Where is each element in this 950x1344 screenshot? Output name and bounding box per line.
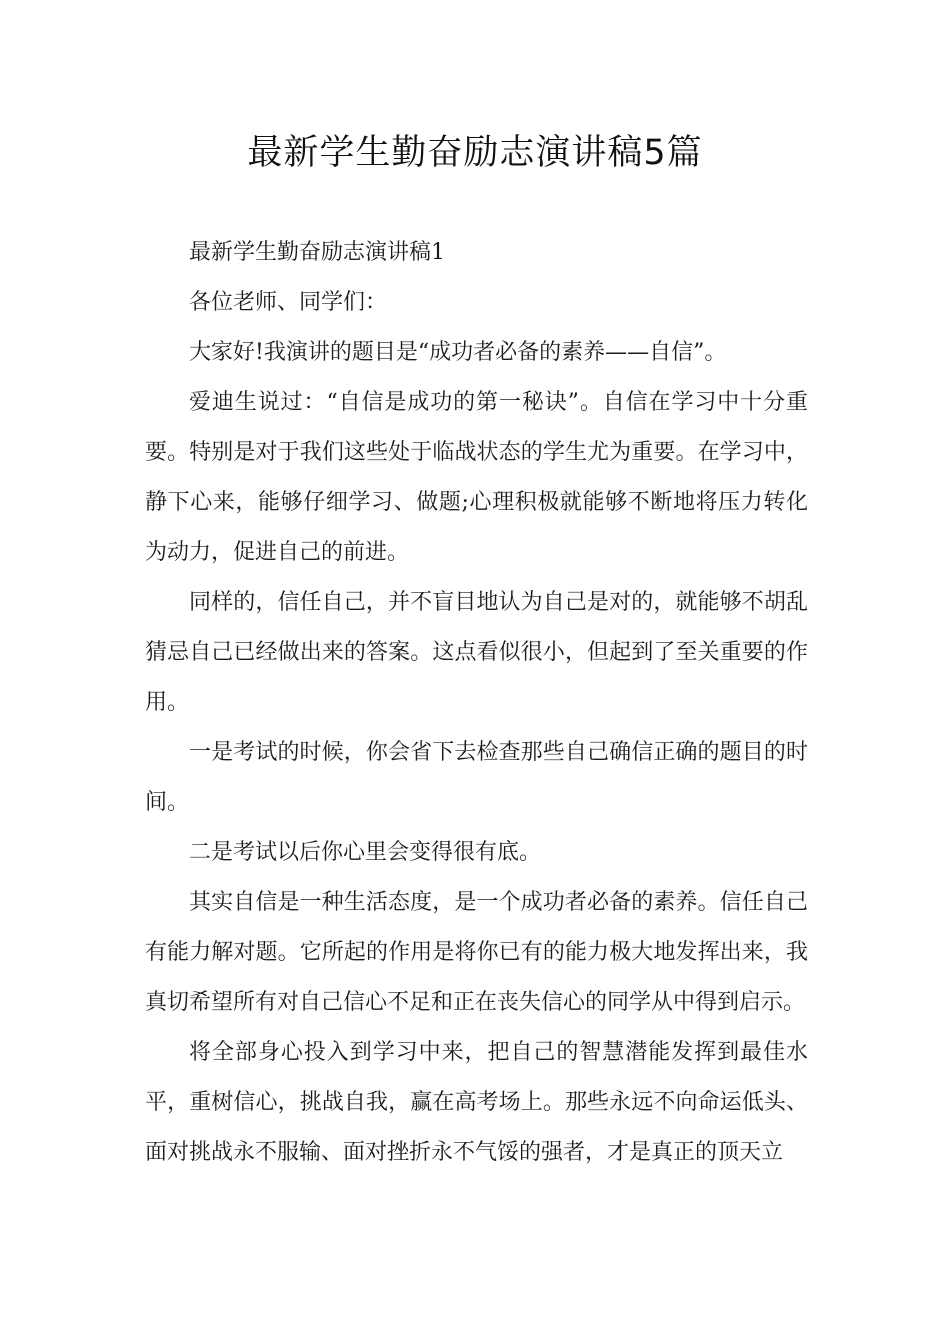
paragraph-greeting: 各位老师、同学们： bbox=[189, 290, 388, 315]
document-title: 最新学生勤奋励志演讲稿5篇 bbox=[247, 133, 703, 173]
paragraph-point-two: 二是考试以后你心里会变得很有底。 bbox=[189, 840, 542, 865]
paragraph-commitment: 将全部身心投入到学习中来，把自己的智慧潜能发挥到最佳水平，重树信心，挑战自我，赢在高考场上。那些永远不向命运低头、面对挑战永不服输、面对挫折永不气馁的强者，才是真正的顶天立 bbox=[145, 1040, 808, 1165]
document-body bbox=[145, 228, 808, 1178]
paragraph-attitude: 其实自信是一种生活态度，是一个成功者必备的素养。信任自己有能力解对题。它所起的作用是将你已有的能力极大地发挥出来，我真切希望所有对自己信心不足和正在丧失信心的同学从中得到启示。 bbox=[145, 890, 808, 1015]
paragraph-topic: 大家好!我演讲的题目是“成功者必备的素养——自信”。 bbox=[189, 340, 727, 365]
paragraph-point-one: 一是考试的时候，你会省下去检查那些自己确信正确的题目的时间。 bbox=[145, 740, 808, 815]
paragraph-trust-self: 同样的，信任自己，并不盲目地认为自己是对的，就能够不胡乱猜忌自己已经做出来的答案。这点看似很小，但起到了至关重要的作用。 bbox=[145, 590, 808, 715]
paragraph-edison-quote: 爱迪生说过：“自信是成功的第一秘诀”。自信在学习中十分重要。特别是对于我们这些处于临战状态的学生尤为重要。在学习中，静下心来，能够仔细学习、做题;心理积极就能够不断地将压力转化为动力，促进自己的前进。 bbox=[145, 390, 808, 565]
paragraph-subtitle: 最新学生勤奋励志演讲稿1 bbox=[189, 240, 445, 265]
